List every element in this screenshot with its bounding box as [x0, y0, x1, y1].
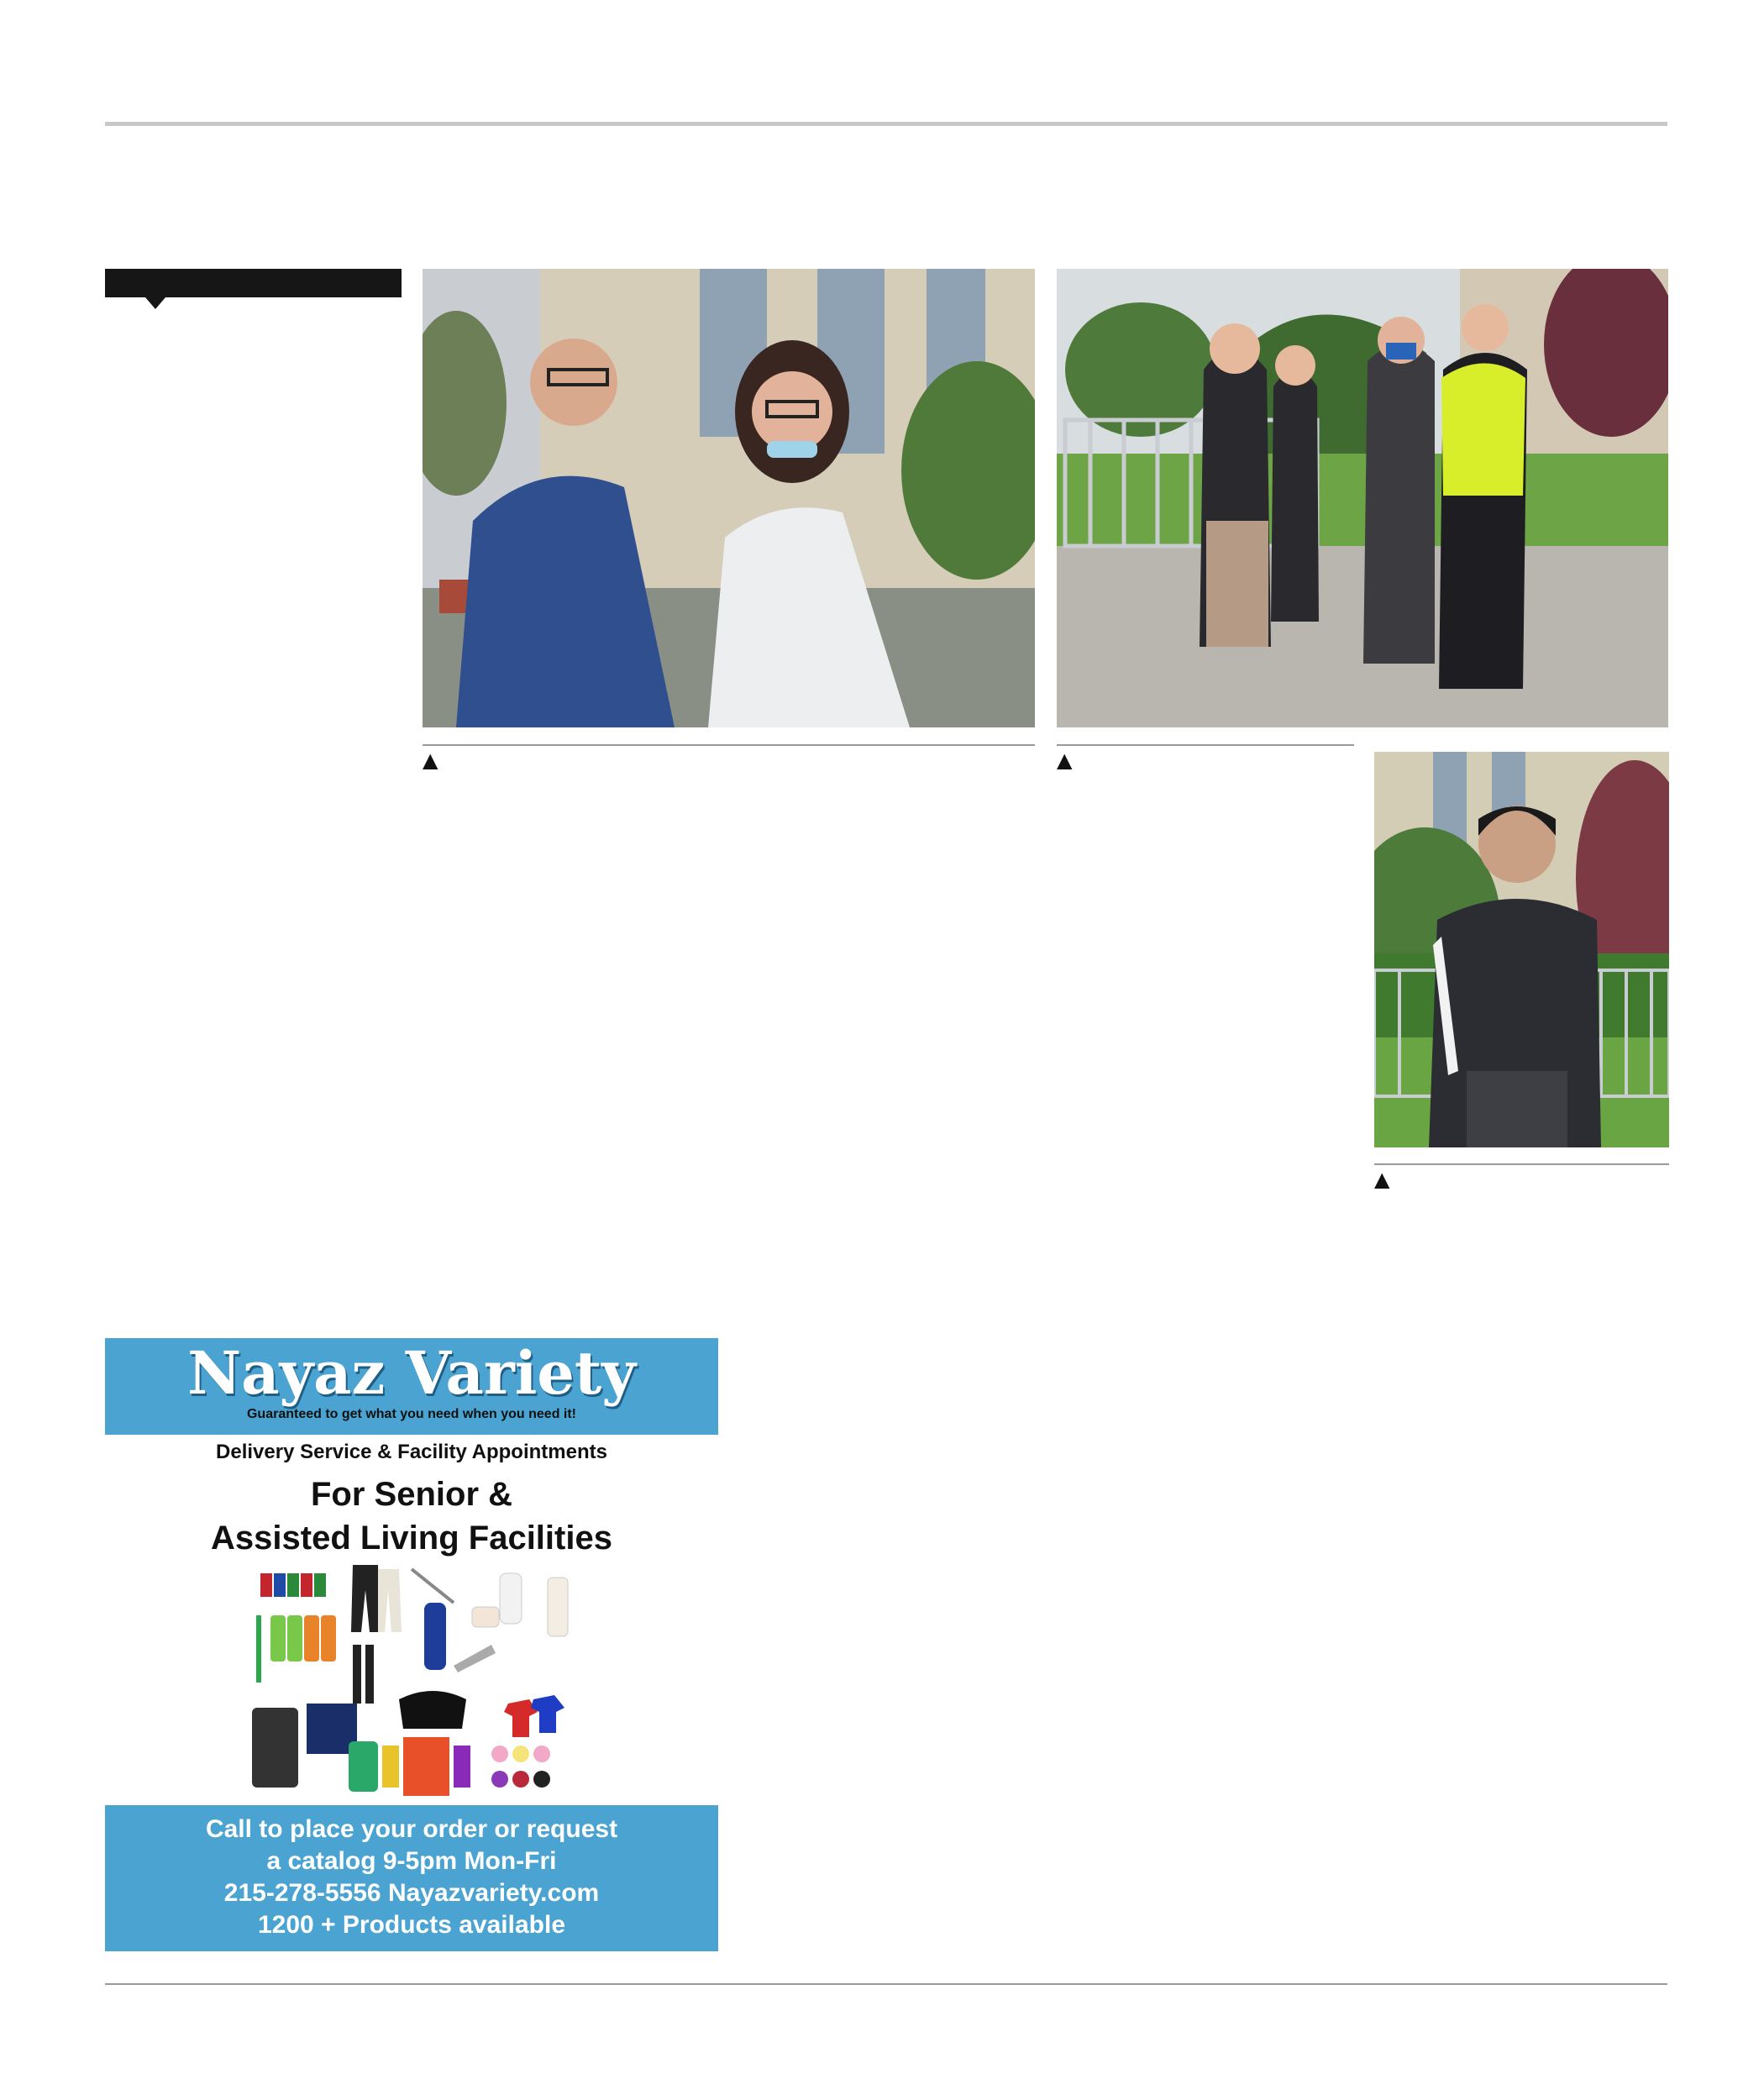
ad-product-collage [252, 1565, 580, 1800]
ad-cta-line-1: Call to place your order or request [205, 1815, 618, 1843]
ad-headline-1: For Senior & [310, 1476, 513, 1513]
caption-rule-1 [423, 744, 1035, 746]
caption-rule-2 [1057, 744, 1354, 746]
section-tab [105, 269, 402, 297]
ad-cta-line-2: a catalog 9-5pm Mon-Fri [266, 1847, 557, 1875]
photo-group-with-officer [1057, 269, 1668, 727]
bottom-rule [105, 1983, 1667, 1985]
photo-young-man [1374, 752, 1669, 1147]
caption-marker-1: ▲ [423, 748, 438, 772]
ad-products-line: 1200 + Products available [257, 1911, 566, 1939]
ad-headline-2: Assisted Living Facilities [211, 1520, 612, 1557]
ad-tagline: Guaranteed to get what you need when you need it! [246, 1407, 577, 1421]
ad-footer-band [105, 1805, 718, 1951]
advertisement[interactable] [105, 1338, 718, 1951]
photo-man-and-woman [423, 269, 1035, 727]
ad-brand-name: Nayaz Variety [187, 1338, 636, 1408]
ad-contact-line[interactable]: 215-278-5556 Nayazvariety.com [223, 1879, 600, 1907]
ad-header-band [105, 1338, 718, 1435]
caption-rule-3 [1374, 1163, 1669, 1165]
caption-marker-2: ▲ [1057, 748, 1073, 772]
top-rule [105, 122, 1667, 126]
caption-marker-3: ▲ [1374, 1168, 1390, 1191]
ad-service-line: Delivery Service & Facility Appointments [216, 1441, 607, 1463]
